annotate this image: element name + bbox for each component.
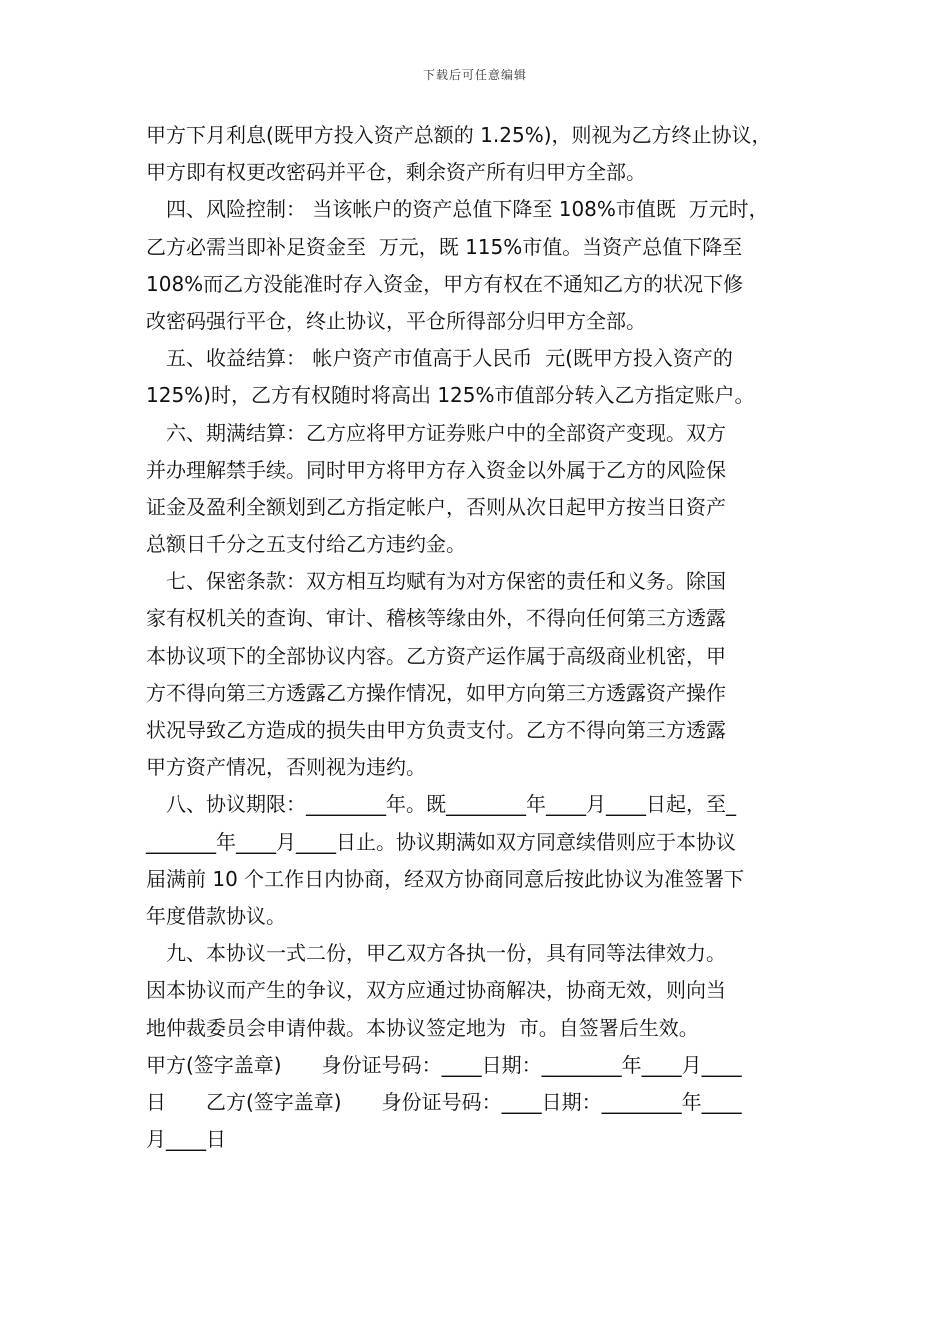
text-line: 八、协议期限：________年。既________年____月____日起，至_ bbox=[146, 792, 736, 817]
text-line: 因本协议而产生的争议，双方应通过协商解决，协商无效，则向当 bbox=[146, 978, 726, 1003]
text-line: 六、期满结算：乙方应将甲方证券账户中的全部资产变现。双方 bbox=[146, 420, 726, 445]
text-line: 家有权机关的查询、审计、稽核等缘由外，不得向任何第三方透露 bbox=[146, 606, 726, 631]
text-line: 九、本协议一式二份，甲乙双方各执一份，具有同等法律效力。 bbox=[146, 941, 726, 966]
text-line: 届满前 10 个工作日内协商，经双方协商同意后按此协议为准签署下 bbox=[146, 866, 745, 891]
text-line: 乙方必需当即补足资金至 万元，既 115%市值。当资产总值下降至 bbox=[146, 234, 743, 259]
text-line: 日 乙方(签字盖章) 身份证号码：____日期：________年____ bbox=[146, 1089, 742, 1114]
document-body bbox=[146, 117, 808, 1158]
text-line: 甲方下月利息(既甲方投入资产总额的 1.25%)，则视为乙方终止协议， bbox=[146, 123, 772, 147]
text-line: 方不得向第三方透露乙方操作情况，如甲方向第三方透露资产操作 bbox=[146, 680, 726, 705]
text-line: _______年____月____日止。协议期满如双方同意续借则应于本协议 bbox=[146, 829, 736, 854]
text-line: 本协议项下的全部协议内容。乙方资产运作属于高级商业机密，甲 bbox=[146, 643, 726, 668]
text-line: 七、保密条款：双方相互均赋有为对方保密的责任和义务。除国 bbox=[146, 569, 726, 594]
text-line: 月____日 bbox=[146, 1127, 226, 1152]
text-line: 甲方即有权更改密码并平仓，剩余资产所有归甲方全部。 bbox=[146, 160, 646, 185]
text-line: 125%)时，乙方有权随时将高出 125%市值部分转入乙方指定账户。 bbox=[146, 383, 755, 408]
text-line: 并办理解禁手续。同时甲方将甲方存入资金以外属于乙方的风险保 bbox=[146, 457, 726, 482]
text-line: 108%而乙方没能准时存入资金，甲方有权在不通知乙方的状况下修 bbox=[146, 271, 744, 296]
text-line: 改密码强行平仓，终止协议，平仓所得部分归甲方全部。 bbox=[146, 308, 646, 333]
text-line: 甲方(签字盖章) 身份证号码：____日期：________年____月____ bbox=[146, 1052, 742, 1077]
text-line: 五、收益结算： 帐户资产市值高于人民币 元(既甲方投入资产的 bbox=[146, 346, 733, 371]
text-line: 总额日千分之五支付给乙方违约金。 bbox=[146, 532, 466, 557]
text-line: 状况导致乙方造成的损失由甲方负责支付。乙方不得向第三方透露 bbox=[146, 718, 726, 742]
text-line: 证金及盈利全额划到乙方指定帐户，否则从次日起甲方按当日资产 bbox=[146, 494, 726, 519]
text-line: 年度借款协议。 bbox=[146, 903, 286, 928]
text-line: 甲方资产情况，否则视为违约。 bbox=[146, 755, 426, 780]
page-header: 下载后可任意编辑 bbox=[422, 68, 527, 82]
text-line: 四、风险控制： 当该帐户的资产总值下降至 108%市值既 万元时， bbox=[146, 197, 769, 222]
text-line: 地仲裁委员会申请仲裁。本协议签定地为 市。自签署后生效。 bbox=[146, 1015, 699, 1040]
